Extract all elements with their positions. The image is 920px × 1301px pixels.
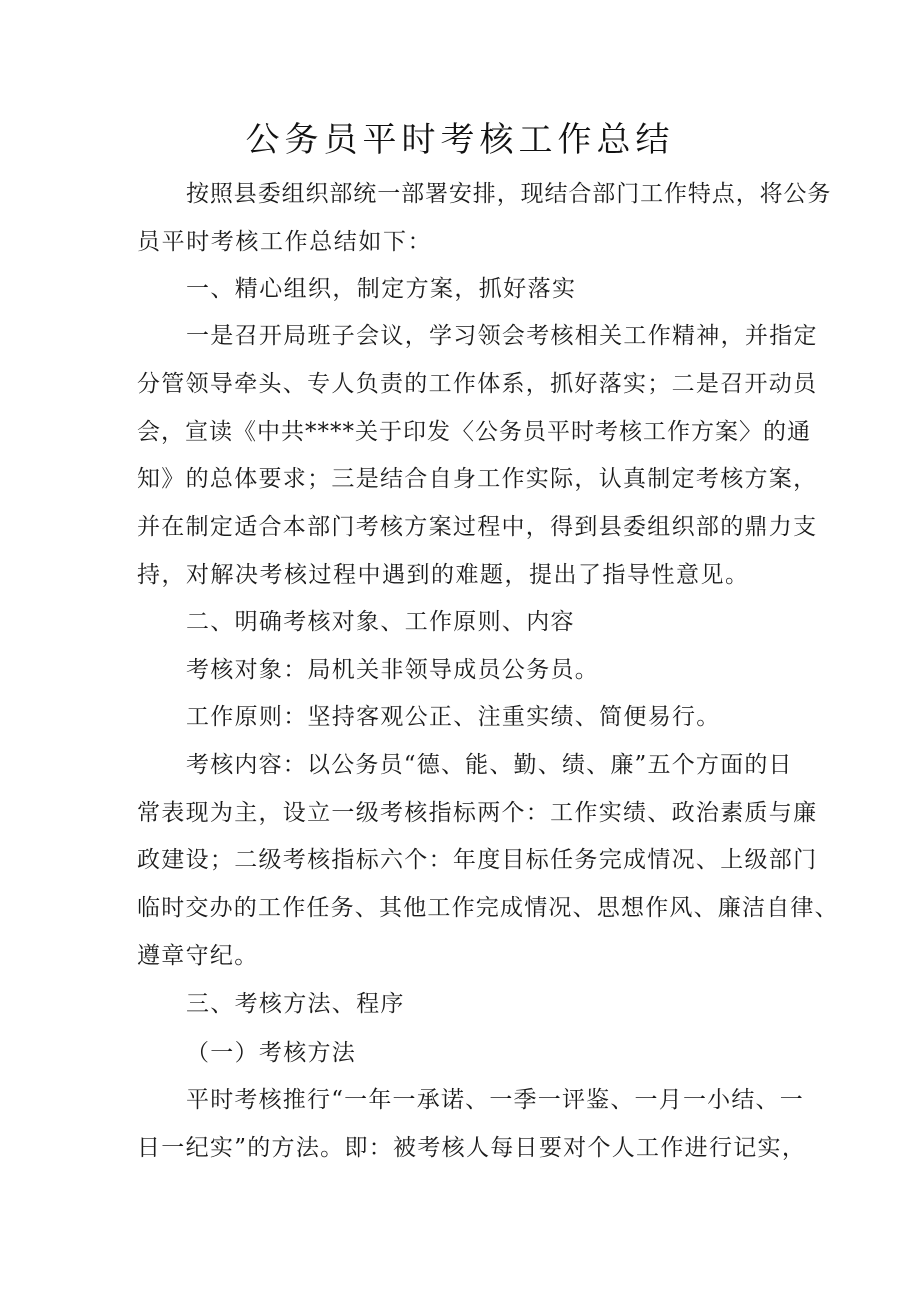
subsection-heading: （一）考核方法 xyxy=(186,1040,357,1066)
paragraph-line: 会，宣读《中共****关于印发〈公务员平时考核工作方案〉的通 xyxy=(137,419,811,445)
paragraph-line: 工作原则：坚持客观公正、注重实绩、简便易行。 xyxy=(186,704,721,730)
paragraph-line: 并在制定适合本部门考核方案过程中，得到县委组织部的鼎力支 xyxy=(137,514,818,540)
paragraph-line: 员平时考核工作总结如下： xyxy=(137,229,433,255)
paragraph-line: 常表现为主，设立一级考核指标两个：工作实绩、政治素质与廉 xyxy=(137,800,818,826)
paragraph-line: 按照县委组织部统一部署安排，现结合部门工作特点，将公务 xyxy=(186,181,832,207)
paragraph-line: 持，对解决考核过程中遇到的难题，提出了指导性意见。 xyxy=(137,562,750,588)
paragraph-line: 考核内容：以公务员“德、能、勤、绩、廉”五个方面的日 xyxy=(186,752,793,778)
paragraph-line: 日一纪实”的方法。即：被考核人每日要对个人工作进行记实， xyxy=(137,1135,807,1161)
paragraph-line: 临时交办的工作任务、其他工作完成情况、思想作风、廉洁自律、 xyxy=(137,895,839,921)
paragraph-line: 平时考核推行“一年一承诺、一季一评鉴、一月一小结、一 xyxy=(186,1087,804,1113)
paragraph-line: 分管领导牵头、专人负责的工作体系，抓好落实；二是召开动员 xyxy=(137,371,818,397)
paragraph-line: 政建设；二级考核指标六个：年度目标任务完成情况、上级部门 xyxy=(137,847,818,873)
paragraph-line: 考核对象：局机关非领导成员公务员。 xyxy=(186,657,600,683)
section-heading: 二、明确考核对象、工作原则、内容 xyxy=(186,609,575,635)
section-heading: 一、精心组织，制定方案，抓好落实 xyxy=(186,276,577,302)
document-title: 公务员平时考核工作总结 xyxy=(245,120,675,160)
paragraph-line: 知》的总体要求；三是结合自身工作实际，认真制定考核方案， xyxy=(137,466,818,492)
section-heading: 三、考核方法、程序 xyxy=(186,991,405,1017)
paragraph-line: 一是召开局班子会议，学习领会考核相关工作精神，并指定 xyxy=(186,323,818,349)
paragraph-line: 遵章守纪。 xyxy=(137,943,259,969)
